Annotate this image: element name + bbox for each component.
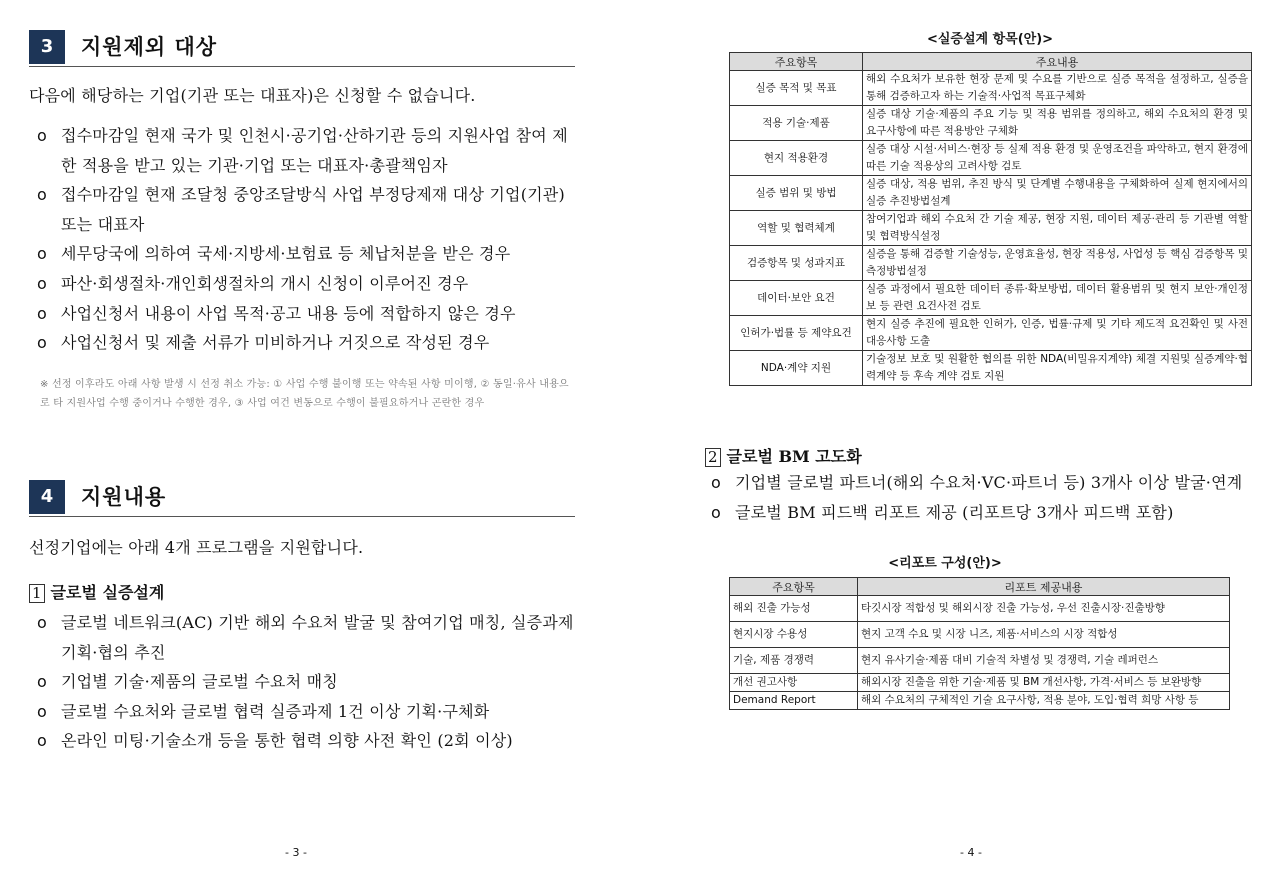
- table-row: [730, 176, 1252, 211]
- row-label: 데이터·보안 요건: [730, 281, 863, 316]
- list-item: o 기업별 기술·제품의 글로벌 수요처 매칭: [37, 672, 338, 692]
- table-2-caption: <리포트 구성(안)>: [888, 556, 1002, 571]
- table-header-row: [730, 578, 1230, 596]
- section-3-title: 지원제외 대상: [81, 35, 218, 59]
- list-item: o 사업신청서 내용이 사업 목적·공고 내용 등에 적합하지 않은 경우: [37, 303, 516, 323]
- column-header: 주요내용: [863, 53, 1252, 71]
- table-row: [730, 246, 1252, 281]
- page-number: - 3 -: [285, 846, 307, 859]
- list-item: o 글로벌 BM 피드백 리포트 제공 (리포트당 3개사 피드백 포함): [711, 502, 1174, 522]
- list-item: o 파산·회생절차·개인회생절차의 개시 신청이 이루어진 경우: [37, 273, 469, 293]
- demo-design-table: [729, 52, 1252, 386]
- sub-1-heading: [29, 582, 164, 604]
- column-header: 주요항목: [730, 578, 858, 596]
- row-content: 현지 실증 추진에 필요한 인허가, 인증, 법률·규제 및 기타 제도적 요건확인 및 사전 대응사항 도출: [863, 316, 1252, 351]
- program-1-list: [37, 608, 577, 756]
- list-item: o 글로벌 네트워크(AC) 기반 해외 수요처 발굴 및 참여기업 매칭, 실증과제 기획·협의 추진: [37, 613, 574, 662]
- table-row: [730, 674, 1230, 692]
- row-content: 해외시장 진출을 위한 기술·제품 및 BM 개선사항, 가격·서비스 등 보완방향: [858, 674, 1230, 692]
- list-item: o 글로벌 수요처와 글로벌 협력 실증과제 1건 이상 기획·구체화: [37, 701, 490, 721]
- row-label: 검증항목 및 성과지표: [730, 246, 863, 281]
- section-4-title: 지원내용: [81, 485, 167, 509]
- table-1-caption: <실증설계 항목(안)>: [926, 32, 1054, 47]
- sub-1-title: 글로벌 실증설계: [50, 583, 165, 602]
- row-label: 해외 진출 가능성: [730, 596, 858, 622]
- row-content: 해외 수요처가 보유한 현장 문제 및 수요를 기반으로 실증 목적을 설정하고, 실증을 통해 검증하고자 하는 기술적·사업적 목표구체화: [863, 71, 1252, 106]
- table-row: [730, 596, 1230, 622]
- row-label: 현지시장 수용성: [730, 622, 858, 648]
- exclusion-list: [37, 121, 577, 358]
- sub-2-number: 2: [705, 448, 721, 467]
- row-label: Demand Report: [730, 692, 858, 710]
- table-row: [730, 316, 1252, 351]
- row-content: 실증 과정에서 필요한 데이터 종류·확보방법, 데이터 활용범위 및 현지 보안·개인정보 등 관련 요건사전 검토: [863, 281, 1252, 316]
- page-right: [637, 0, 1275, 884]
- section-4-header: [29, 480, 575, 517]
- table-row: [730, 141, 1252, 176]
- list-item: o 접수마감일 현재 조달청 중앙조달방식 사업 부정당제재 대상 기업(기관) 또는 대표자: [37, 185, 565, 234]
- program-2-list: [711, 468, 1256, 527]
- row-label: 현지 적용환경: [730, 141, 863, 176]
- row-content: 기술정보 보호 및 원활한 협의를 위한 NDA(비밀유지계약) 체결 지원및 실증계약·협력계약 등 후속 계약 검토 지원: [863, 351, 1252, 386]
- row-content: 실증을 통해 검증할 기술성능, 운영효율성, 현장 적용성, 사업성 등 핵심 검증항목 및 측정방법설정: [863, 246, 1252, 281]
- table-row: [730, 106, 1252, 141]
- row-content: 참여기업과 해외 수요처 간 기술 제공, 현장 지원, 데이터 제공·관리 등 기관별 역할 및 협력방식설정: [863, 211, 1252, 246]
- row-content: 현지 고객 수요 및 시장 니즈, 제품·서비스의 시장 적합성: [858, 622, 1230, 648]
- row-content: 해외 수요처의 구체적인 기술 요구사항, 적용 분야, 도입·협력 희망 사항 등: [858, 692, 1230, 710]
- section-3-intro: 다음에 해당하는 기업(기관 또는 대표자)은 신청할 수 없습니다.: [29, 86, 476, 105]
- sub-1-number: 1: [29, 584, 45, 603]
- column-header: 주요항목: [730, 53, 863, 71]
- row-label: 기술, 제품 경쟁력: [730, 648, 858, 674]
- row-label: 적용 기술·제품: [730, 106, 863, 141]
- row-label: 실증 범위 및 방법: [730, 176, 863, 211]
- table-row: [730, 622, 1230, 648]
- cancellation-note: ※ 선정 이후라도 아래 사항 발생 시 선정 취소 가능: ① 사업 수행 불이행 또는 약속된 사항 미이행, ② 동일·유사 내용으로 타 지원사업 수행 중이거나 수행한 경우, ③ 사업 여건 변동으로 수행이 불필요하거나 곤란한 경우: [40, 379, 569, 409]
- row-label: 개선 권고사항: [730, 674, 858, 692]
- section-3-header: [29, 30, 575, 67]
- row-content: 타깃시장 적합성 및 해외시장 진출 가능성, 우선 진출시장·진출방향: [858, 596, 1230, 622]
- section-4-intro: 선정기업에는 아래 4개 프로그램을 지원합니다.: [29, 538, 364, 557]
- page-number: - 4 -: [960, 846, 982, 859]
- column-header: 리포트 제공내용: [858, 578, 1230, 596]
- row-content: 현지 유사기술·제품 대비 기술적 차별성 및 경쟁력, 기술 레퍼런스: [858, 648, 1230, 674]
- row-label: 인허가·법률 등 제약요건: [730, 316, 863, 351]
- list-item: o 세무당국에 의하여 국세·지방세·보험료 등 체납처분을 받은 경우: [37, 244, 511, 264]
- sub-2-title: 글로벌 BM 고도화: [726, 447, 862, 466]
- table-row: [730, 692, 1230, 710]
- section-4-number: 4: [29, 480, 65, 514]
- row-content: 실증 대상 기술·제품의 주요 기능 및 적용 범위를 정의하고, 해외 수요처의 환경 및 요구사항에 따른 적용방안 구체화: [863, 106, 1252, 141]
- sub-2-heading: [705, 446, 862, 468]
- row-label: 역할 및 협력체계: [730, 211, 863, 246]
- table-row: [730, 351, 1252, 386]
- list-item: o 기업별 글로벌 파트너(해외 수요처·VC·파트너 등) 3개사 이상 발굴·연계: [711, 473, 1243, 492]
- table-header-row: [730, 53, 1252, 71]
- table-row: [730, 211, 1252, 246]
- table-row: [730, 71, 1252, 106]
- report-structure-table: [729, 577, 1230, 710]
- row-content: 실증 대상, 적용 범위, 추진 방식 및 단계별 수행내용을 구체화하여 실제 현지에서의 실증 추진방법설계: [863, 176, 1252, 211]
- page-left: [0, 0, 637, 884]
- table-row: [730, 648, 1230, 674]
- list-item: o 접수마감일 현재 국가 및 인천시·공기업·산하기관 등의 지원사업 참여 제한 적용을 받고 있는 기관·기업 또는 대표자·총괄책임자: [37, 126, 568, 175]
- list-item: o 사업신청서 및 제출 서류가 미비하거나 거짓으로 작성된 경우: [37, 333, 490, 353]
- row-label: 실증 목적 및 목표: [730, 71, 863, 106]
- table-row: [730, 281, 1252, 316]
- list-item: o 온라인 미팅·기술소개 등을 통한 협력 의향 사전 확인 (2회 이상): [37, 731, 513, 751]
- section-3-number: 3: [29, 30, 65, 64]
- row-content: 실증 대상 시설·서비스·현장 등 실제 적용 환경 및 운영조건을 파악하고, 현지 환경에 따른 기술 적용상의 고려사항 검토: [863, 141, 1252, 176]
- row-label: NDA·계약 지원: [730, 351, 863, 386]
